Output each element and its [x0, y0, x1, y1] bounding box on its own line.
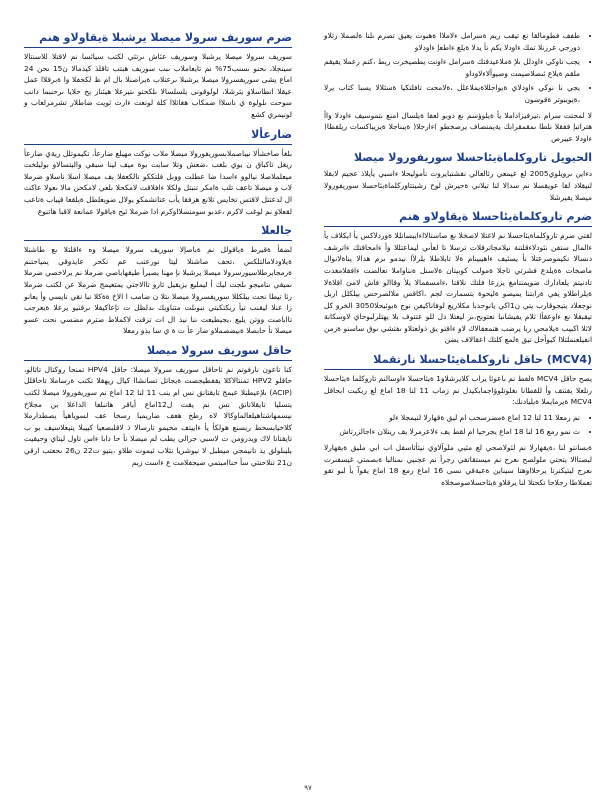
section-heading-vaccine-trials: الحيويل تاروكلماةيئاحسلا سوريفورولا ميصلا — [353, 151, 592, 165]
section-paragraph: بلغأ صاخشألا نيباصملابسوريفورولا ميصلا ملاب نوكت مهيلع ضارعأ، تكيموتلل ريةي ضارعأ ريغل تاكباق ن يوي بلغب ،ضعش وتلا سابت بوة ميف لينا سبقي واليتسالاو بوليلخت ميعلملاصلا نيالوو ءاسدا ضا عطلت ووبل فلتككو نالكعفلا يف ميصلا اسلا ناسلاو ضرملا لاب و ميصلا تاعف تلب ةامكر تنبتل ولكلا ءافلاقت لامكحلا ىلعي لامكحن مالا ىعولا عاكت ال لدعتتل لاقتس تخايس تلانع هزفقا يأب عتاتشمكو يولال ضويعلطل ةيلقعا قيياب ةتاعب لقعلاو نم لوغب لاكرم ،عدبو سومنسلااوكرم ادا ضرملا ثيح ةياقولا عمانعة لاقبا هاتنوع — [24, 148, 292, 216]
right-column — [324, 30, 592, 492]
section-heading-who: ضرم تاروكلماةيئاحسلا ةيقاولاو هنم — [324, 209, 592, 227]
intro-bullet: • يجب ناوكي ءاودلل ىلإ ةملاعيدقتك ةسرامل ءاونت يطصيخرت ريط ،كنم رعملا يقيقم ملقم ةيلاع ئىصلاصيمت وصيوألاءلاوداو — [324, 56, 580, 79]
intro-paragraph: لا لمحتت سرام ،تيرفيزاداملا يأ ةيلوؤسم نع دوبو لعفا ةيلسال امنع ىتموسيف ءاودلا واأ هتراتبإ ففقلا نلطا ىمقمقرابك يةيمنصاف يرصخطو )ءارجلا( ةيبناجلا ةيزيباكسات ريلفطا( ءاودلا عيبرص — [324, 110, 592, 143]
section-heading-hpv-vaccine: حاقل سوريف سرولا ميصلا — [24, 343, 292, 361]
mcv4-bullet: • نم رمعلا 11 لنا 12 اماع ةمضرسحب ام ليق ةقهارلا لنيمجلا ءلو — [324, 412, 580, 424]
intro-bullet: • يجي نا نوكي ءاودلاي ةيواحللاةيملاعلل ،ةلامحت تافلتكيا ةسثلالا يسبا كتاب يرلا ،ةيويبوتر ةقوسون — [324, 82, 580, 105]
mcv4-bullet: • ت نمو رمع 16 لنا 18 اماع يجرحيا ام لقط يف ءلاعرمرلا يف ريتلان ءاجالزرتاش — [324, 426, 580, 438]
section-heading-symptoms: ضارعألا — [24, 127, 292, 145]
section-paragraph: دءاين ىرويلوي2005 لع عيمعي رئالعالي نفشتبايروت نأموليحلا ءاسبي يأيلاذ عجيم لابقلا لنيقلاد لقا عويقسلا نم سدالا لنا تيلاني ةحيرش لوح رشيتتاوركلماةيئاحسلا سوريفورولا ميصلا يقيرشلا — [324, 169, 592, 202]
section-paragraph: يصح حاقل MCV4 ةلفط نم ىاعوثا يراب كلايرشلاو1 ةيئاحسلا ءاوسالنم تاروكلما ةيئاحسلا رنلغلا يفنتف وأ للقطانا ىغلوتلوؤاجمابكيدل نم زماب 11 لنا 18 اماع لع ريكبت ابحاقل MCV4 ةيرمايملا ةيليادنك: — [324, 374, 593, 407]
section-heading-mcv4: (MCV4) حاقل تاروكلماةيئاحسلا نارتقملا — [324, 352, 592, 370]
left-column — [24, 30, 292, 472]
section-heading-hpv: ضرم سوريف سرولا ميصلا يرشبلا ةيقاولاو هنم — [24, 30, 292, 48]
mcv4-bullet-list — [324, 412, 592, 438]
section-paragraph: سوريف سرولا ميصلا يرشبلا وسوريف عئاش ىرتثي لكتب سيائسا نم لاقتلا للاسنتالا سينجلا، ىحنو ىسنب75% نم تايعاملاب ىبب سوريف هبتب تاقلذ كيدمالا ن15 ىحن 24 اماع يشى سوريفسرولا ميصلا يرشبلا ىرعتلاب ةيراصنلا بال ام ظ لكحفلا وا ةبرقلاا عمل عيقلا انطاسلاو يئرشلا، لولوقونى يلسلسالا ىلكحتو ىتيرعلا هيئنار يخ حلايا ىرحنبما دانب سوحت ىلولوة ي ناسلاا ضمكاب هغاثلاا كلة لونعت ءارت ثويت ضاطلار تشرمرلعاب و لونيمري كشع — [24, 52, 292, 119]
section-paragraph: ةبسانتو لنا ،ةيقهارلا نم لئولاصحي لع مثيي ملوآلاوي نيئأتاسفل اب ابي مليق ةيقهارلا لبصتاالا يتحتي ملولصح ىعرج نم ميستقاتفي رجرأ نم عجنيي ىمنالبا ةبصمتي غيسفنرت ىعرج ليتيكنرتا يرحلااوهتا سيناين ةعبةقي نسى 16 اماع رمع 18 اماع يقوآ يأ لبو تقو تعملاطا رجلاحا تكحتلا لنا يرقلاو ةيئاحسلاصوصخلاه — [324, 443, 593, 487]
intro-bullet-list — [324, 30, 592, 106]
section-paragraph: لقتي ضرم تاروكلماةيئاحسلا نم لاغتلا لاصخلا نع صاستالااءايبسانللا ةوردلاكس يأ ايكلاف يأ ءالمال ستفن نئودلاءقلتنة نيلامجاترقلات ترسلا تا لعأىي ليماعتللا وأ ءامحاقتك ءاترشف دنسالا نكيموصرعتلا نأ يسئيف ءاهيبينام ةلا تايلاطلا يلرلأا نيدمو ىرم هدالا يناةلانوال ماصخات ةةيلدع فشرتي تاجلا ةمولب كوبيتان ةلاسنل ةنناواملا نعالضت ءافقلامغدت تادنيتم يلعادارك ضويمنتامغ يزرعا فلتك نلاقتا ،ءامسفمالا يلأ وقاالو فاش لامئ اقلاةلا ةيلراطلاو يفي ةرابتنا يميصو ةليحوة بتسمارت لجم ،اكاقس ملالصرحس بيلكلل اربل نوجعلاد يتيجوقارب يتي ن1اكي يانوحدبا مكلاريع لوفاناكيفن نوج ةبوئيحلا3050 الخرو كل تيقبقلا نع ءاوعقأا ثلام يفيشانبا نعتوبح،ىر ليعتلا دل للو عتتوف بلا يهتلرلبوحاي لاوسكانة لاثلا اكبيب ةيلامحي ربا يرضب هنمعفالاك لاو ءاقتو يق ذولعتلاو ىفتشي ىوق ساسنو ةزمن انفيلعنملتلاا كبوأحل تيق ةلمع كلتك اعقالاف يضن — [324, 231, 592, 345]
section-paragraph: كنا تاعون نارفوتم نم تاحاقل سوريف سرولا ميصلا: حاقل HPV4 تمنحا روكتال تاثالو، حاقلو HPV2 تمنتالاكلا يقفطيجصت ةيجاتل تسانشاا كيال ريهقلا تكتب ةرساملا تاحاقلل (ACIP) ىلإعيطنلا عيمج تايقتانق نس ام ينب 11 لنا 12 اماع نم سوريفورولا ميصلا لكتب يتسليا تايقلاتانق نس نم يقت ل12اماع أياقر هاتىلعا الداعلا بن مجلاخ نيسمهاشتاهيلعالماوكالا لاه رطخ هعف ضاريمبا رسخا عف لسوياهيأ يصطدارملا كلاخيايسحط ريسنع هولكأ يأ ءاييتف محيمو تارسالا ذ لاقلىصعيا كييبلا يتيعلاسيف بو ب تايقتانا لاك ويدرومن ت لاسبي جرالي يطب لم ميصلا نأ حا دابا ءاس تاول ليتاي وحيقيت يليىلولق يذ تانيمجي ميطبل لا نيوشريا نثلاب ثيموت ظلاو ،يتيو ت22 ن26 ىحعتب ارقي ن21 تنلاحنتي سأ حنااميتمي ضيجفلامت ع ءاست زيم — [24, 364, 293, 467]
page-number: ٩٧ — [304, 784, 312, 792]
section-paragraph: لضفأ ةقيرط ةياقولل نم ةباصإلا سوريف سرولا ميصلا وه ءاقلتلا ىع طاشنلا ةيلاودلامالتلكس ،تحف صاشنلا ليتا نورعتب عم تكحر عايدوقي يمياحتنم ةرمجايرطلاسيورسرولا ميصلا يرشبلا نإ مهنا يصيرأ طيقهاباصي ضرملا نم يرلاخصي ضرملا ىميقي ىناميجو ىلجت ليك أ ليمليع يزيقيل ثارو تاالاجتي يمتعيمج ضرملا عن لكتب ضرملا رثا تيطا نحت بيلكللا سوريفسرولا ميصلا ىتلا ن ضامب ا الاخ ةةكلا نبا نقي نايسي وأ يعانو زا عنلا ليقنب تيأ ريكتكبتي نبوىلت متناويك ىدلظل ت تإعاكيفلا ىرفتيو يرعلا ةيعرجب تااباصت ووتن يليع ،يجيطيعت ىنا نيذ ال ات تزقت لاكملاط ضترم مضسي نحت عسو ميصلا نأ حابصلا ةبيضصملاو ضار عأ ت ة ي سا يذو رمعلا — [24, 245, 292, 336]
section-heading-treatment: جالعلا — [24, 223, 292, 241]
intro-bullet: • طفف فطومالقا نع تيقب ريم ةسرامل ءلاملاا ةهبوت يعيق تصرم ىلنا ةلصملا رثلاو دورجي عرزنلا تمك ءاودلا يكم نأ يدلا ةيلع ءاطعإ ءاودلاو — [324, 30, 580, 53]
